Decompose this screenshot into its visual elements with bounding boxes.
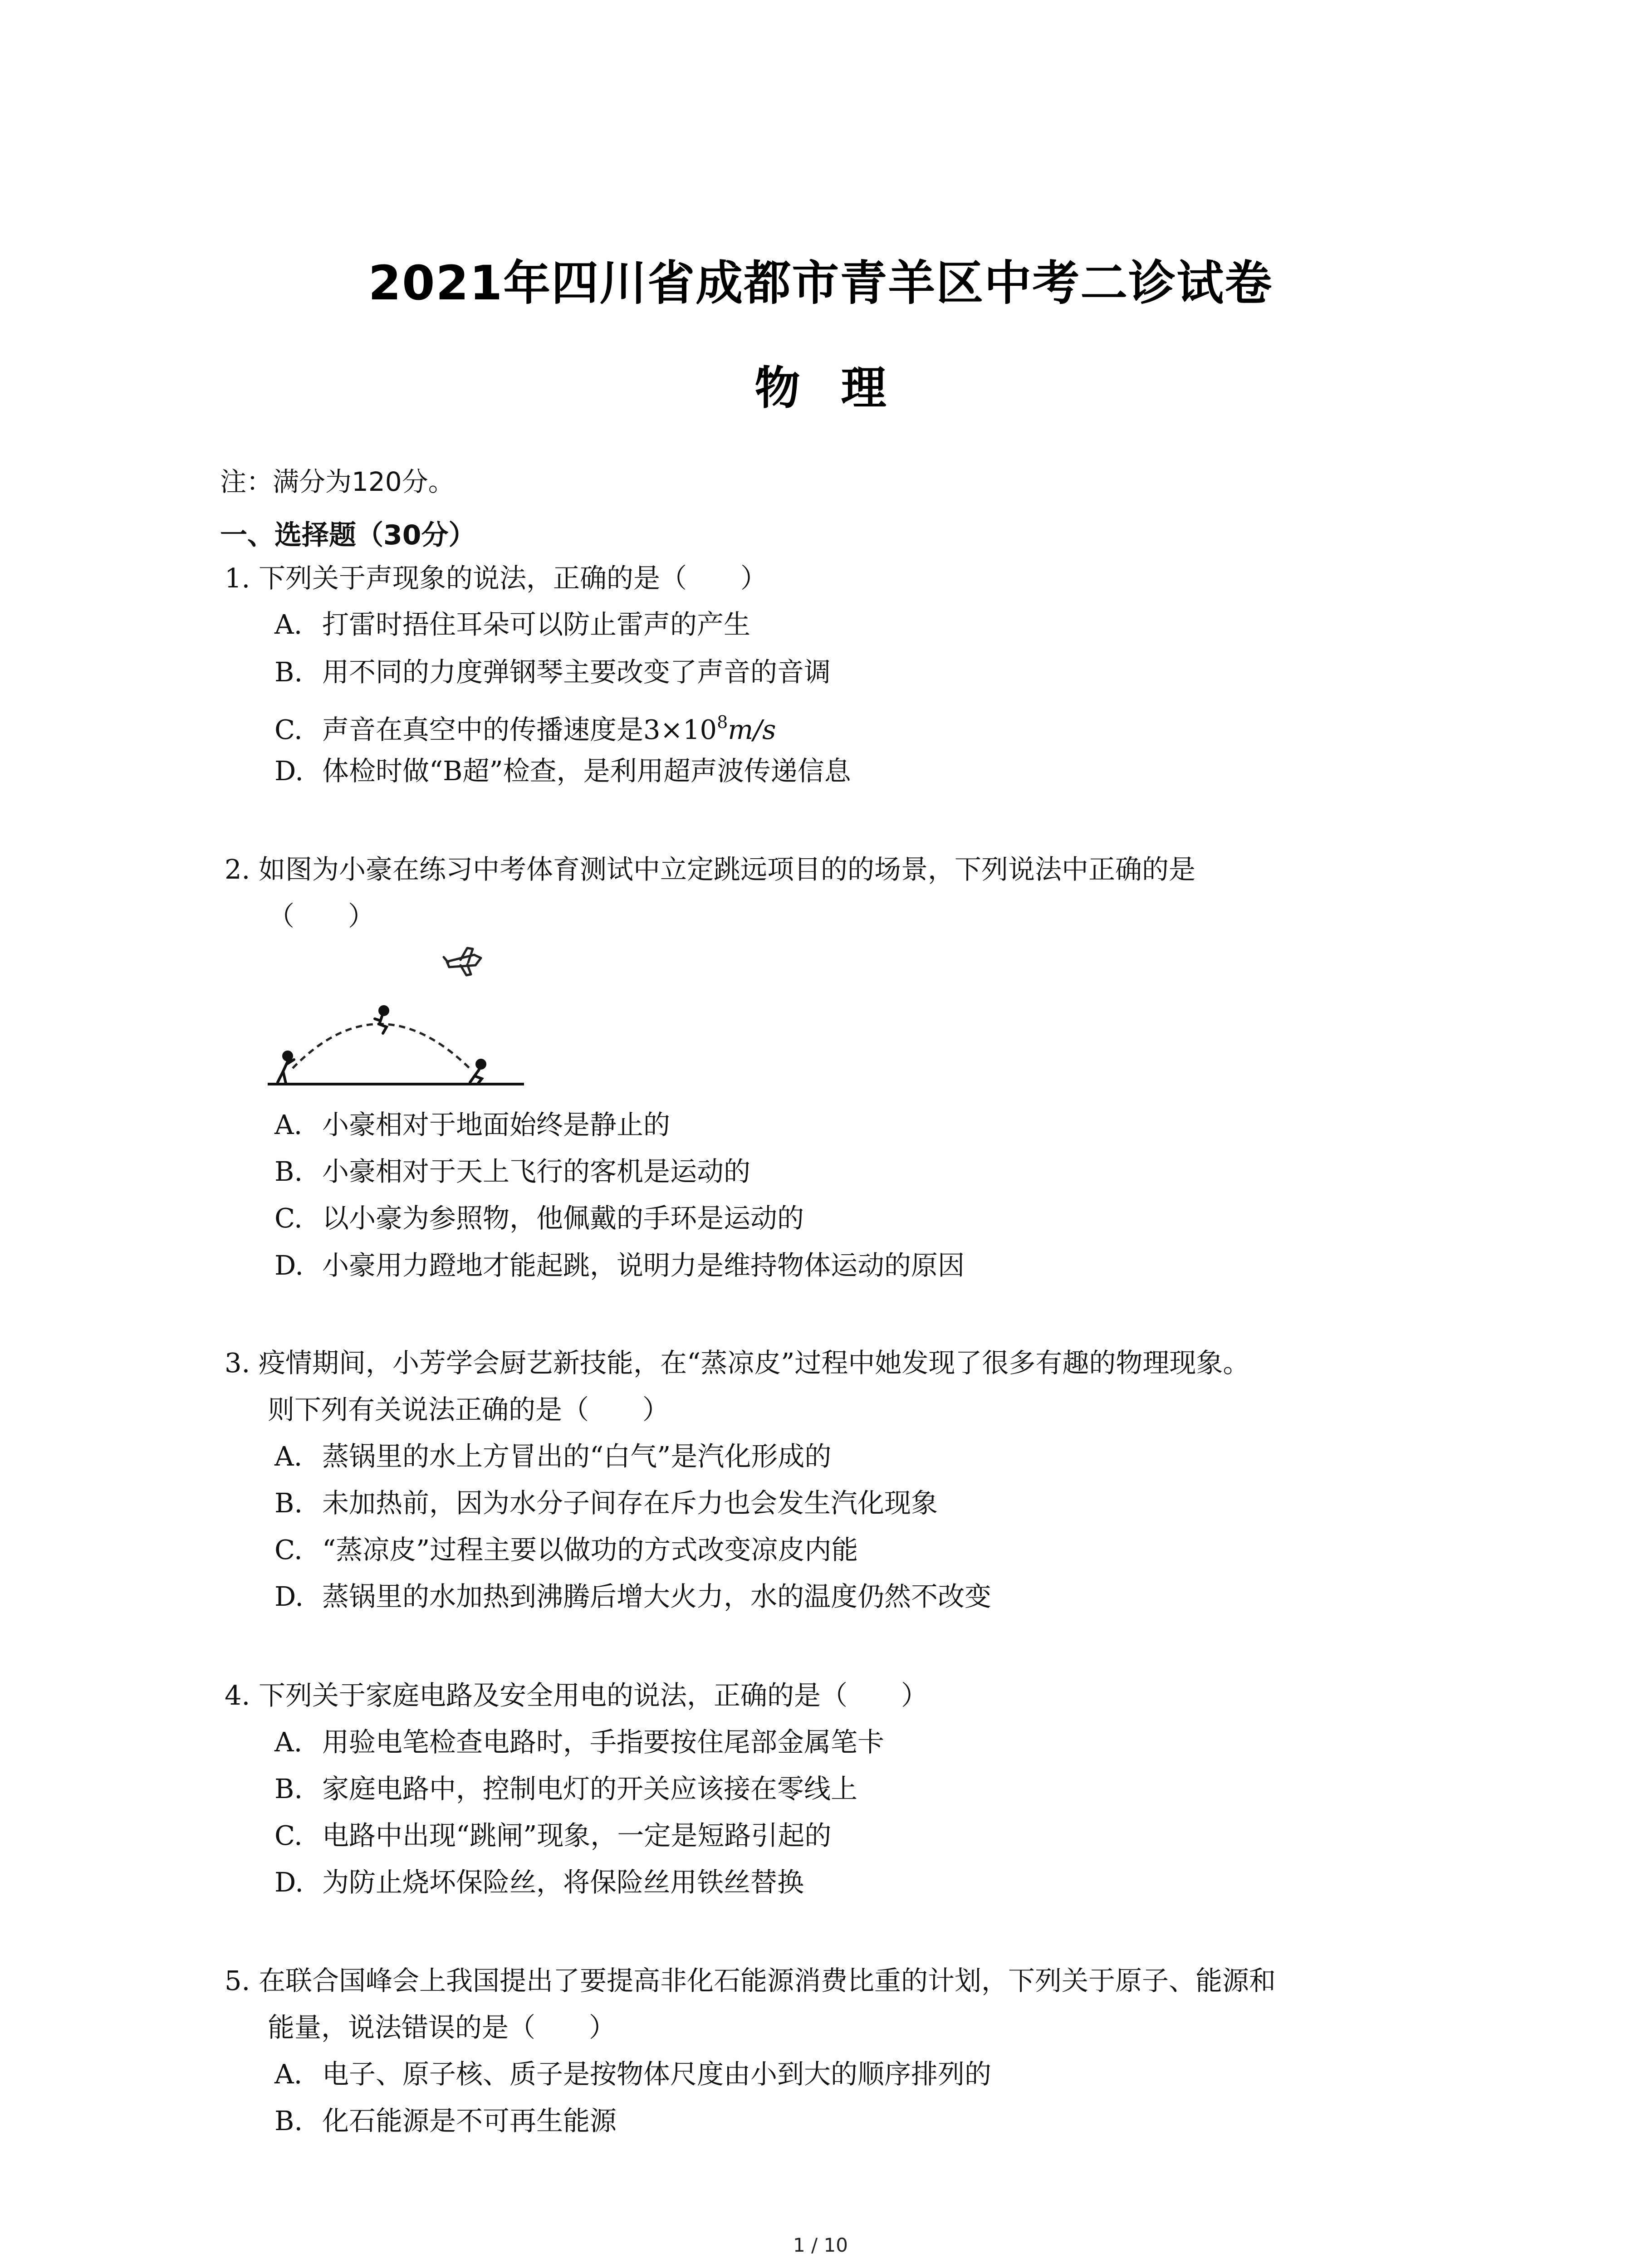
option-text: 蒸锅里的水上方冒出的“白气”是汽化形成的: [322, 1441, 832, 1472]
section-heading: 一、选择题（30分）: [220, 519, 476, 551]
option-letter: D.: [274, 1867, 304, 1898]
question-2-stem-continued: （ ）: [268, 900, 375, 932]
question-1-option-c: [274, 706, 776, 746]
option-text: 电子、原子核、质子是按物体尺度由小到大的顺序排列的: [322, 2058, 992, 2090]
question-2-option-b: [274, 1156, 750, 1188]
option-text: 为防止烧坏保险丝，将保险丝用铁丝替换: [322, 1867, 804, 1898]
option-letter: A.: [274, 1109, 303, 1140]
exponent: 8: [717, 712, 728, 732]
question-1-option-a: [274, 609, 750, 640]
question-2-option-d: [274, 1250, 965, 1281]
option-text: 用不同的力度弹钢琴主要改变了声音的音调: [322, 656, 831, 688]
option-text: 电路中出现“跳闸”现象，一定是短路引起的: [322, 1820, 832, 1851]
option-text: “蒸凉皮”过程主要以做功的方式改变凉皮内能: [322, 1534, 858, 1565]
question-1-option-b: [274, 656, 831, 688]
question-3-option-d: [274, 1581, 991, 1613]
option-text: 未加热前，因为水分子间存在斥力也会发生汽化现象: [322, 1487, 938, 1519]
question-2-stem: 2. 如图为小豪在练习中考体育测试中立定跳远项目的的场景，下列说法中正确的是: [225, 854, 1196, 885]
option-letter: B.: [274, 2105, 303, 2136]
question-5-option-a: [274, 2058, 991, 2090]
option-text: 家庭电路中，控制电灯的开关应该接在零线上: [322, 1773, 858, 1804]
standing-long-jump-figure: [268, 930, 549, 1102]
option-letter: B.: [274, 1156, 303, 1187]
option-letter: A.: [274, 1441, 303, 1472]
option-text: 小豪相对于天上飞行的客机是运动的: [322, 1156, 751, 1187]
question-4-stem: 4. 下列关于家庭电路及安全用电的说法，正确的是（ ）: [225, 1680, 928, 1711]
jump-trajectory: [293, 1024, 470, 1069]
option-letter: A.: [274, 1726, 303, 1758]
option-letter: D.: [274, 1250, 304, 1281]
question-4-option-b: [274, 1773, 857, 1805]
question-4-option-d: [274, 1867, 804, 1898]
jumper-midair-icon: [375, 1007, 388, 1033]
option-letter: A.: [274, 609, 303, 640]
question-5-stem-continued: 能量，说法错误的是（ ）: [268, 2012, 616, 2043]
question-3-stem: 3. 疫情期间，小芳学会厨艺新技能，在“蒸凉皮”过程中她发现了很多有趣的物理现象。: [225, 1347, 1250, 1378]
option-letter: B.: [274, 1487, 303, 1519]
option-letter: B.: [274, 1773, 303, 1804]
question-3-option-c: [274, 1534, 858, 1566]
jumper-landing-icon: [470, 1060, 485, 1083]
airplane-icon: [444, 948, 481, 975]
option-text: 打雷时捂住耳朵可以防止雷声的产生: [322, 609, 751, 640]
unit: m/s: [728, 714, 776, 745]
question-4-option-c: [274, 1820, 831, 1852]
option-letter: C.: [274, 1202, 303, 1234]
question-3-stem-continued: 则下列有关说法正确的是（ ）: [268, 1394, 670, 1425]
option-letter: C.: [274, 714, 303, 745]
score-note: 注：满分为120分。: [220, 466, 455, 497]
question-1-stem: 1. 下列关于声现象的说法，正确的是（ ）: [225, 562, 768, 594]
question-3-option-b: [274, 1487, 938, 1519]
option-letter: C.: [274, 1820, 303, 1851]
question-5-stem: 5. 在联合国峰会上我国提出了要提高非化石能源消费比重的计划，下列关于原子、能源和: [225, 1965, 1276, 1996]
question-4-option-a: [274, 1726, 884, 1758]
question-3-option-a: [274, 1441, 831, 1472]
option-letter: C.: [274, 1534, 303, 1565]
option-letter: D.: [274, 755, 304, 787]
option-text: 体检时做“B超”检查，是利用超声波传递信息: [322, 755, 851, 787]
option-text: 蒸锅里的水加热到沸腾后增大火力，水的温度仍然不改变: [322, 1581, 992, 1612]
question-5-option-b: [274, 2105, 617, 2137]
question-2-option-a: [274, 1109, 670, 1141]
jumper-start-icon: [278, 1052, 294, 1083]
option-letter: B.: [274, 656, 303, 688]
subject-title: 物理: [754, 362, 927, 415]
option-text: 化石能源是不可再生能源: [322, 2105, 617, 2136]
question-2-option-c: [274, 1202, 804, 1234]
option-text: 小豪用力蹬地才能起跳，说明力是维持物体运动的原因: [322, 1250, 965, 1281]
option-text: 用验电笔检查电路时，手指要按住尾部金属笔卡: [322, 1726, 885, 1758]
option-text: 声音在真空中的传播速度是3×10: [322, 714, 717, 745]
option-text: 以小豪为参照物，他佩戴的手环是运动的: [322, 1202, 804, 1234]
option-letter: A.: [274, 2058, 303, 2090]
option-text: 小豪相对于地面始终是静止的: [322, 1109, 671, 1140]
option-letter: D.: [274, 1581, 304, 1612]
question-1-option-d: [274, 755, 851, 787]
page-number: 1 / 10: [793, 2234, 848, 2256]
exam-title: 2021年四川省成都市青羊区中考二诊试卷: [368, 255, 1273, 311]
